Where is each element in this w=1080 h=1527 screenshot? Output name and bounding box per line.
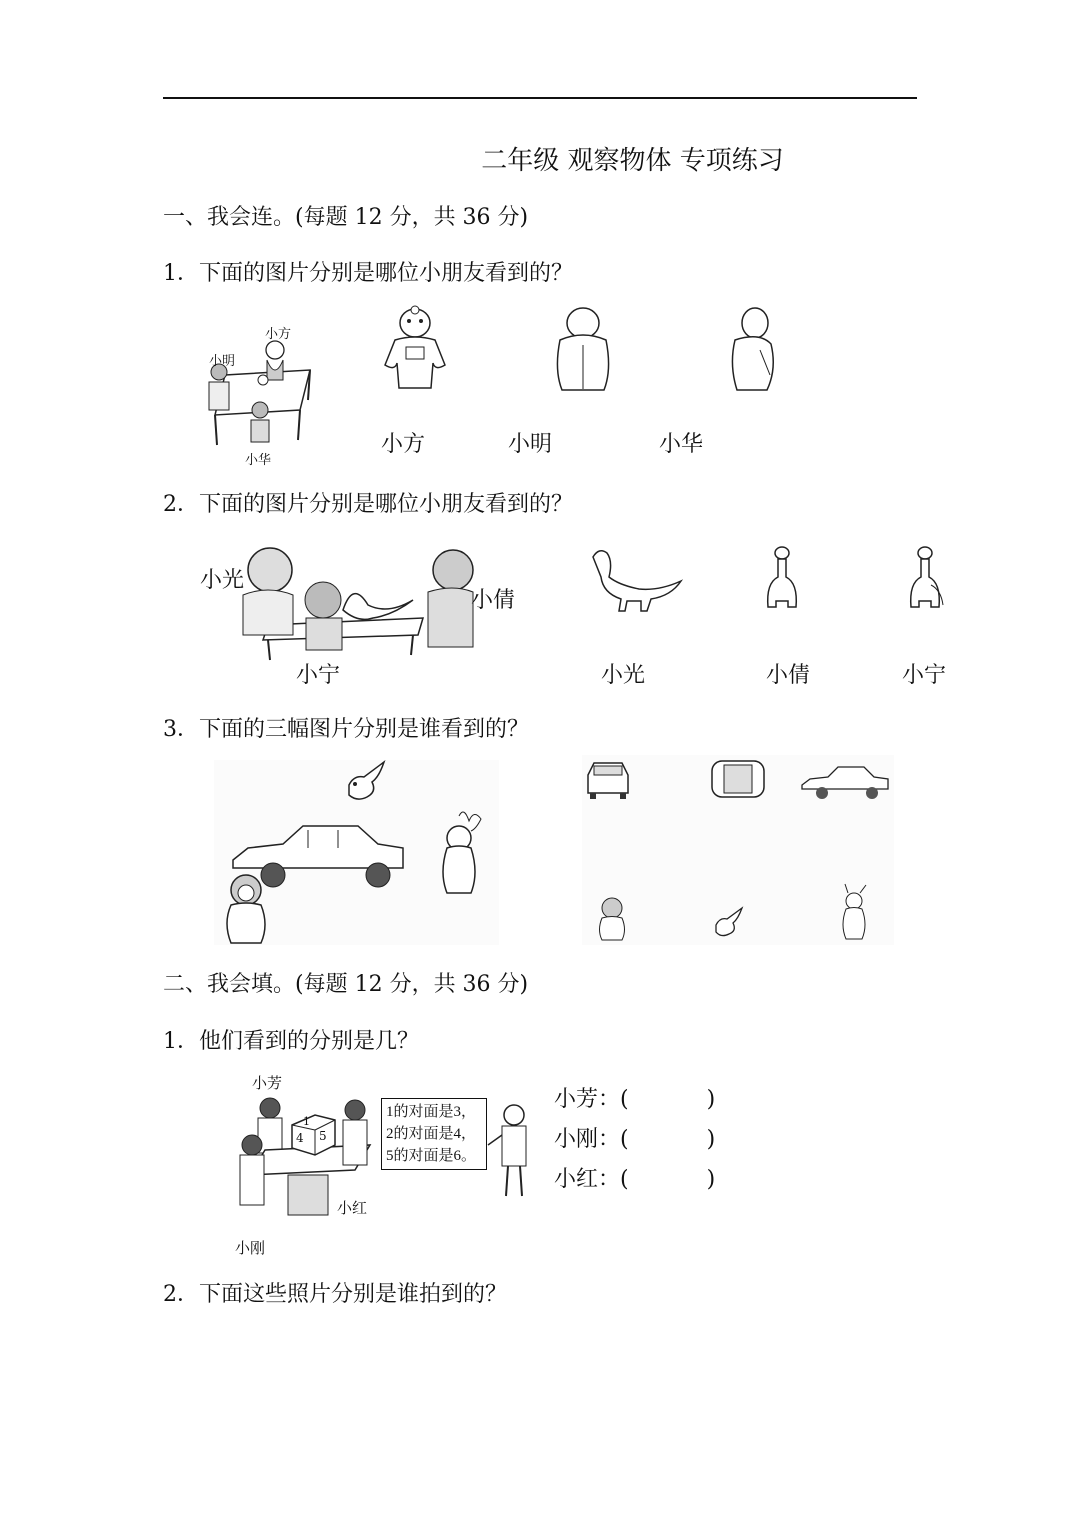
scene-label-xiaogang: 小刚 — [235, 1239, 266, 1257]
bird-icon — [339, 760, 399, 805]
monkey-icon-small — [594, 895, 630, 943]
answer-label-xiaoqian: 小倩 — [766, 663, 811, 688]
answer-label-xiaoming: 小明 — [508, 432, 553, 457]
answer-label-xiaoguang: 小光 — [601, 663, 646, 688]
scene-label-xiaofang2: 小芳 — [252, 1074, 283, 1092]
scene-label-xiaoning: 小宁 — [296, 663, 341, 688]
question-1-2: 2．下面的图片分别是哪位小朋友看到的？ — [163, 492, 573, 517]
question-2-1: 1．他们看到的分别是几？ — [163, 1029, 419, 1054]
q3-views-panel — [582, 755, 894, 945]
page-title: 二年级 观察物体 专项练习 — [481, 146, 784, 176]
q3-scene-panel — [214, 760, 499, 945]
scene-label-xiaohua: 小华 — [245, 453, 272, 468]
speech-bubble — [381, 1098, 487, 1170]
toy-front-view — [380, 305, 450, 395]
scene-label-xiaoqian: 小倩 — [471, 588, 516, 613]
monkey-icon — [216, 870, 276, 945]
car-front-view — [584, 760, 632, 800]
question-1-1: 1．下面的图片分别是哪位小朋友看到的？ — [163, 261, 573, 286]
fill-close-xiaogang: ) — [706, 1127, 716, 1152]
fill-label-xiaofang: 小芳：( — [554, 1087, 629, 1112]
scene-label-xiaoming: 小明 — [209, 354, 236, 369]
fill-label-xiaogang: 小刚：( — [554, 1127, 629, 1152]
fill-close-xiaofang: ) — [706, 1087, 716, 1112]
top-rule — [163, 97, 917, 99]
answer-label-xiaohua: 小华 — [659, 432, 704, 457]
answer-label-xiaofang: 小方 — [381, 432, 426, 457]
car-side-view-small — [800, 765, 890, 800]
toy-back-view — [548, 305, 618, 395]
fill-label-xiaohong: 小红：( — [554, 1167, 629, 1192]
rabbit-icon-small — [834, 883, 874, 943]
answer-label-xiaoning: 小宁 — [902, 663, 947, 688]
car-top-view — [710, 757, 766, 801]
toy-side-view — [715, 305, 785, 395]
bubble-line-3: 5的对面是6。 — [386, 1148, 477, 1164]
question-1-3: 3．下面的三幅图片分别是谁看到的？ — [163, 717, 529, 742]
scene-label-xiaohong: 小红 — [337, 1199, 368, 1217]
fill-row-xiaohong — [554, 1162, 715, 1193]
rabbit-icon — [429, 808, 489, 898]
scene-label-xiaoguang: 小光 — [200, 568, 245, 593]
scene-label-xiaofang: 小方 — [265, 327, 292, 342]
cube-face-front: 4 — [296, 1131, 304, 1145]
section-1-heading: 一、我会连。(每题 12 分，共 36 分) — [163, 205, 529, 230]
teacher-figure — [488, 1100, 533, 1200]
cube-face-side: 5 — [319, 1129, 327, 1143]
bubble-line-1: 1的对面是3， — [386, 1104, 477, 1120]
q2-scene-illustration — [228, 540, 483, 665]
dinosaur-front-view — [762, 545, 802, 615]
bird-icon-small — [710, 905, 754, 939]
cube-face-top: 1 — [303, 1115, 310, 1128]
fill-row-xiaogang — [554, 1122, 715, 1153]
dinosaur-back-view — [905, 545, 947, 615]
q1-scene-illustration — [195, 320, 325, 465]
fill-row-xiaofang — [554, 1082, 715, 1113]
dinosaur-side-view — [585, 545, 685, 613]
bubble-line-2: 2的对面是4， — [386, 1126, 477, 1142]
fill-close-xiaohong: ) — [706, 1167, 716, 1192]
section-2-heading: 二、我会填。(每题 12 分，共 36 分) — [163, 972, 529, 997]
question-2-2: 2．下面这些照片分别是谁拍到的？ — [163, 1282, 507, 1307]
